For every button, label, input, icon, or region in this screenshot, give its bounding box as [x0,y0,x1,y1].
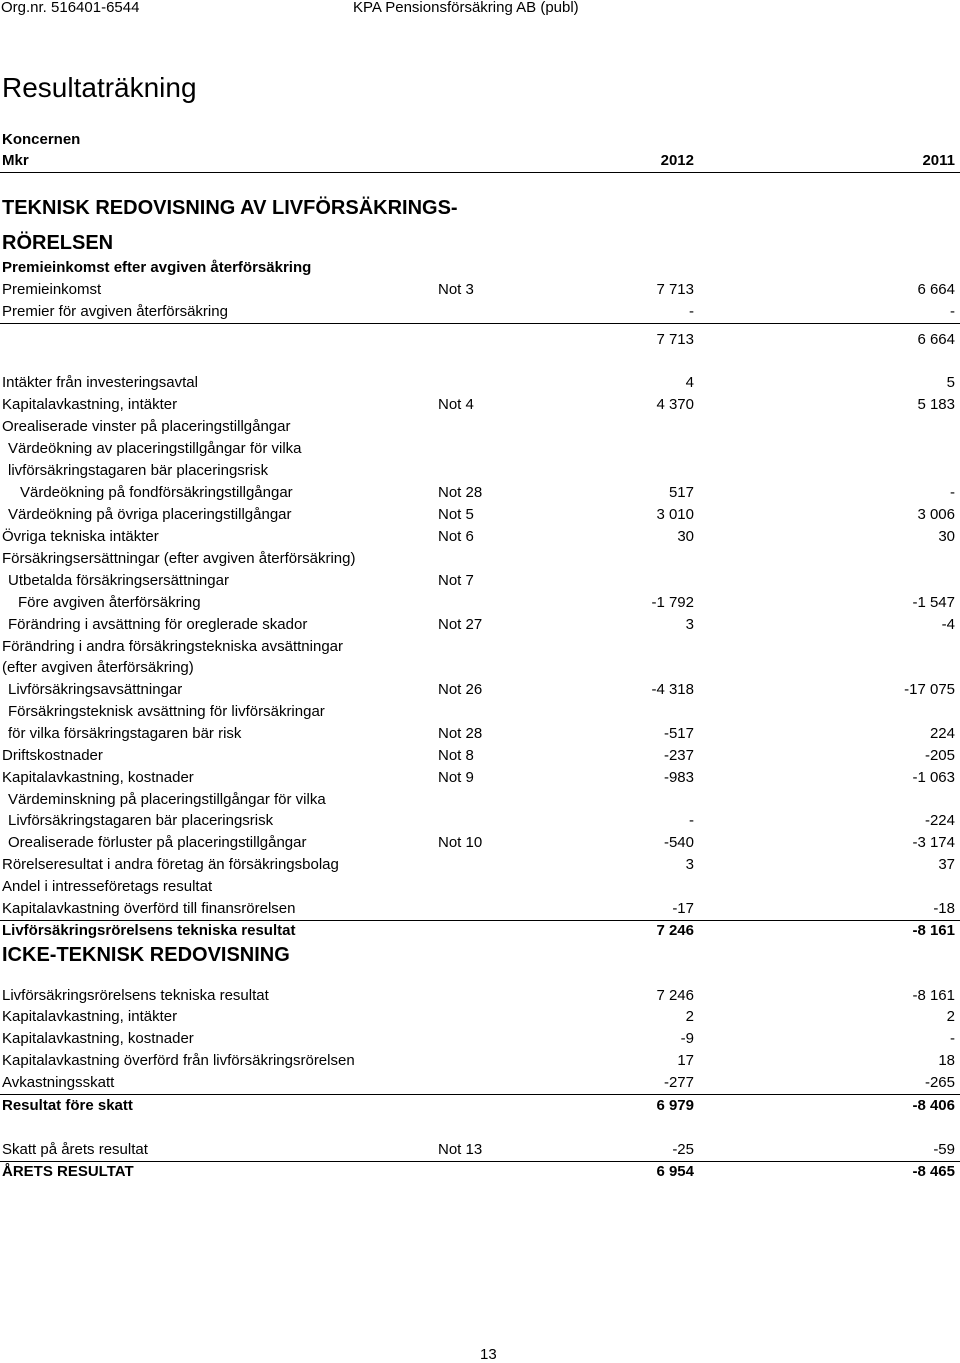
value-2012: 7 246 [656,922,694,939]
value-2012: 17 [677,1052,694,1069]
row-label: Orealiserade förluster på placeringstillgångar [8,834,307,851]
row-note: Not 3 [438,281,474,298]
value-2012: -237 [663,747,694,764]
value-2011: -17 075 [904,681,955,698]
row-label: Utbetalda försäkringsersättningar [8,572,229,589]
row-label: RÖRELSEN [2,232,114,254]
value-2012: 4 [685,374,694,391]
value-2012: 3 [685,856,694,873]
row-label: Kapitalavkastning, kostnader [2,769,194,786]
value-2012: -25 [672,1141,694,1158]
table-row [0,1161,960,1183]
value-2011: 18 [938,1052,955,1069]
row-label: Kapitalavkastning överförd från livförsäkringsrörelsen [2,1052,355,1069]
table-row [0,482,960,504]
value-2012: -983 [663,769,694,786]
row-label: Livförsäkringsavsättningar [8,681,183,698]
table-row [0,1006,960,1028]
row-label: Värdeminskning på placeringstillgångar för vilka [8,791,326,808]
value-2011: 2 [946,1008,955,1025]
value-2011: - [950,1030,955,1047]
row-note: Not 8 [438,747,474,764]
row-label: Förändring i andra försäkringstekniska avsättningar [2,638,344,655]
value-2011: 5 [946,374,955,391]
value-2012: 7 246 [656,987,694,1004]
row-label: för vilka försäkringstagaren bär risk [8,725,242,742]
value-2011: 6 664 [917,281,955,298]
value-2012: 517 [668,484,694,501]
table-row [0,372,960,394]
table-row [0,592,960,614]
value-2011: 224 [929,725,955,742]
table-row [0,230,960,256]
row-label: livförsäkringstagaren bär placeringsrisk [8,462,269,479]
value-2012: -17 [672,900,694,917]
table-row [0,657,960,679]
row-label: Premier för avgiven återförsäkring [2,303,228,320]
group-label: Koncernen [2,131,81,148]
page-title: Resultaträkning [2,72,197,103]
row-label: Andel i intresseföretags resultat [2,878,213,895]
table-row [0,832,960,854]
value-2011: -4 [941,616,955,633]
table-row [0,985,960,1007]
page-number: 13 [480,1346,497,1363]
table-row [0,279,960,301]
value-2011: 3 006 [917,506,955,523]
value-2011: -8 406 [912,1097,955,1114]
row-note: Not 13 [438,1141,483,1158]
table-row [0,1072,960,1095]
table-row [0,438,960,460]
table-row [0,636,960,658]
row-label: Kapitalavkastning överförd till finansrörelsen [2,900,296,917]
table-row [0,504,960,526]
value-2012: - [689,812,694,829]
value-2012: - [689,303,694,320]
row-label: Livförsäkringstagaren bär placeringsrisk [8,812,274,829]
table-row [0,548,960,570]
value-2011: 6 664 [917,331,955,348]
value-2011: - [950,484,955,501]
table-row [0,767,960,789]
value-2011: -8 161 [912,922,955,939]
value-2011: -8 161 [912,987,955,1004]
value-2012: -1 792 [651,594,694,611]
value-2012: 7 713 [656,281,694,298]
row-label: Före avgiven återförsäkring [18,594,201,611]
row-note: Not 28 [438,484,483,501]
row-label: Värdeökning av placeringstillgångar för vilka [8,440,302,457]
org-number: Org.nr. 516401-6544 [1,0,140,16]
value-2012: -540 [663,834,694,851]
value-2012: 3 [685,616,694,633]
value-2012: 6 979 [656,1097,694,1114]
company-name: KPA Pensionsförsäkring AB (publ) [353,0,579,16]
table-row [0,854,960,876]
row-label: ÅRETS RESULTAT [2,1163,134,1180]
row-label: Rörelseresultat i andra företag än försäkringsbolag [2,856,339,873]
row-label: (efter avgiven återförsäkring) [2,659,194,676]
value-2012: 4 370 [656,396,694,413]
table-row [0,614,960,636]
value-2011: -18 [933,900,955,917]
value-2012: 7 713 [656,331,694,348]
value-2012: -9 [680,1030,694,1047]
row-note: Not 28 [438,725,483,742]
row-label: Värdeökning på övriga placeringstillgångar [8,506,292,523]
row-label: Premieinkomst efter avgiven återförsäkring [2,259,312,276]
value-2011: - [950,303,955,320]
column-header-row [0,150,960,173]
value-2012: -277 [663,1074,694,1091]
value-2011: -265 [924,1074,955,1091]
value-2011: 37 [938,856,955,873]
value-2012: 30 [677,528,694,545]
table-row [0,195,960,221]
table-row [0,810,960,832]
value-2012: 6 954 [656,1163,694,1180]
row-label: Kapitalavkastning, intäkter [2,396,178,413]
table-row [0,898,960,921]
row-label: TEKNISK REDOVISNING AV LIVFÖRSÄKRINGS- [2,197,458,219]
row-label: Driftskostnader [2,747,103,764]
row-label: Kapitalavkastning, intäkter [2,1008,178,1025]
row-label: Försäkringsersättningar (efter avgiven återförsäkring) [2,550,356,567]
row-note: Not 27 [438,616,483,633]
row-note: Not 6 [438,528,474,545]
table-row [0,1028,960,1050]
value-2012: -4 318 [651,681,694,698]
row-note: Not 10 [438,834,483,851]
row-label: Avkastningsskatt [2,1074,115,1091]
table-row [0,570,960,592]
table-row [0,920,960,942]
value-2011: -3 174 [912,834,955,851]
table-row [0,257,960,279]
row-label: Övriga tekniska intäkter [2,528,159,545]
row-label: Intäkter från investeringsavtal [2,374,198,391]
row-label: Orealiserade vinster på placeringstillgångar [2,418,291,435]
table-row [0,679,960,701]
table-row [0,460,960,482]
value-2011: -59 [933,1141,955,1158]
row-note: Not 26 [438,681,483,698]
table-row [0,394,960,416]
row-label: Försäkringsteknisk avsättning för livförsäkringar [8,703,325,720]
table-row [0,723,960,745]
table-row [0,1050,960,1072]
table-row [0,329,960,351]
row-label: ICKE-TEKNISK REDOVISNING [2,944,290,966]
value-2011: -1 063 [912,769,955,786]
value-2011: -205 [924,747,955,764]
row-label: Förändring i avsättning för oreglerade skador [8,616,308,633]
table-row [0,416,960,438]
row-note: Not 4 [438,396,474,413]
table-row [0,526,960,548]
row-note: Not 7 [438,572,474,589]
value-2011: -1 547 [912,594,955,611]
row-note: Not 5 [438,506,474,523]
year-2012-header: 2012 [660,152,694,169]
value-2011: -8 465 [912,1163,955,1180]
row-label: Kapitalavkastning, kostnader [2,1030,194,1047]
row-note: Not 9 [438,769,474,786]
value-2012: -517 [663,725,694,742]
year-2011-header: 2011 [922,152,955,169]
row-label: Skatt på årets resultat [2,1141,148,1158]
value-2011: 30 [938,528,955,545]
table-row [0,942,960,968]
table-row [0,301,960,324]
value-2012: 3 010 [656,506,694,523]
row-label: Livförsäkringsrörelsens tekniska resultat [2,987,269,1004]
row-label: Resultat före skatt [2,1097,133,1114]
table-row [0,1095,960,1117]
unit-label: Mkr [2,152,29,169]
row-label: Premieinkomst [2,281,102,298]
value-2011: 5 183 [917,396,955,413]
value-2011: -224 [924,812,955,829]
row-label: Värdeökning på fondförsäkringstillgångar [20,484,293,501]
table-row [0,701,960,723]
table-row [0,1139,960,1162]
row-label: Livförsäkringsrörelsens tekniska resultat [2,922,296,939]
table-row [0,876,960,898]
table-row [0,745,960,767]
value-2012: 2 [685,1008,694,1025]
table-row [0,789,960,811]
